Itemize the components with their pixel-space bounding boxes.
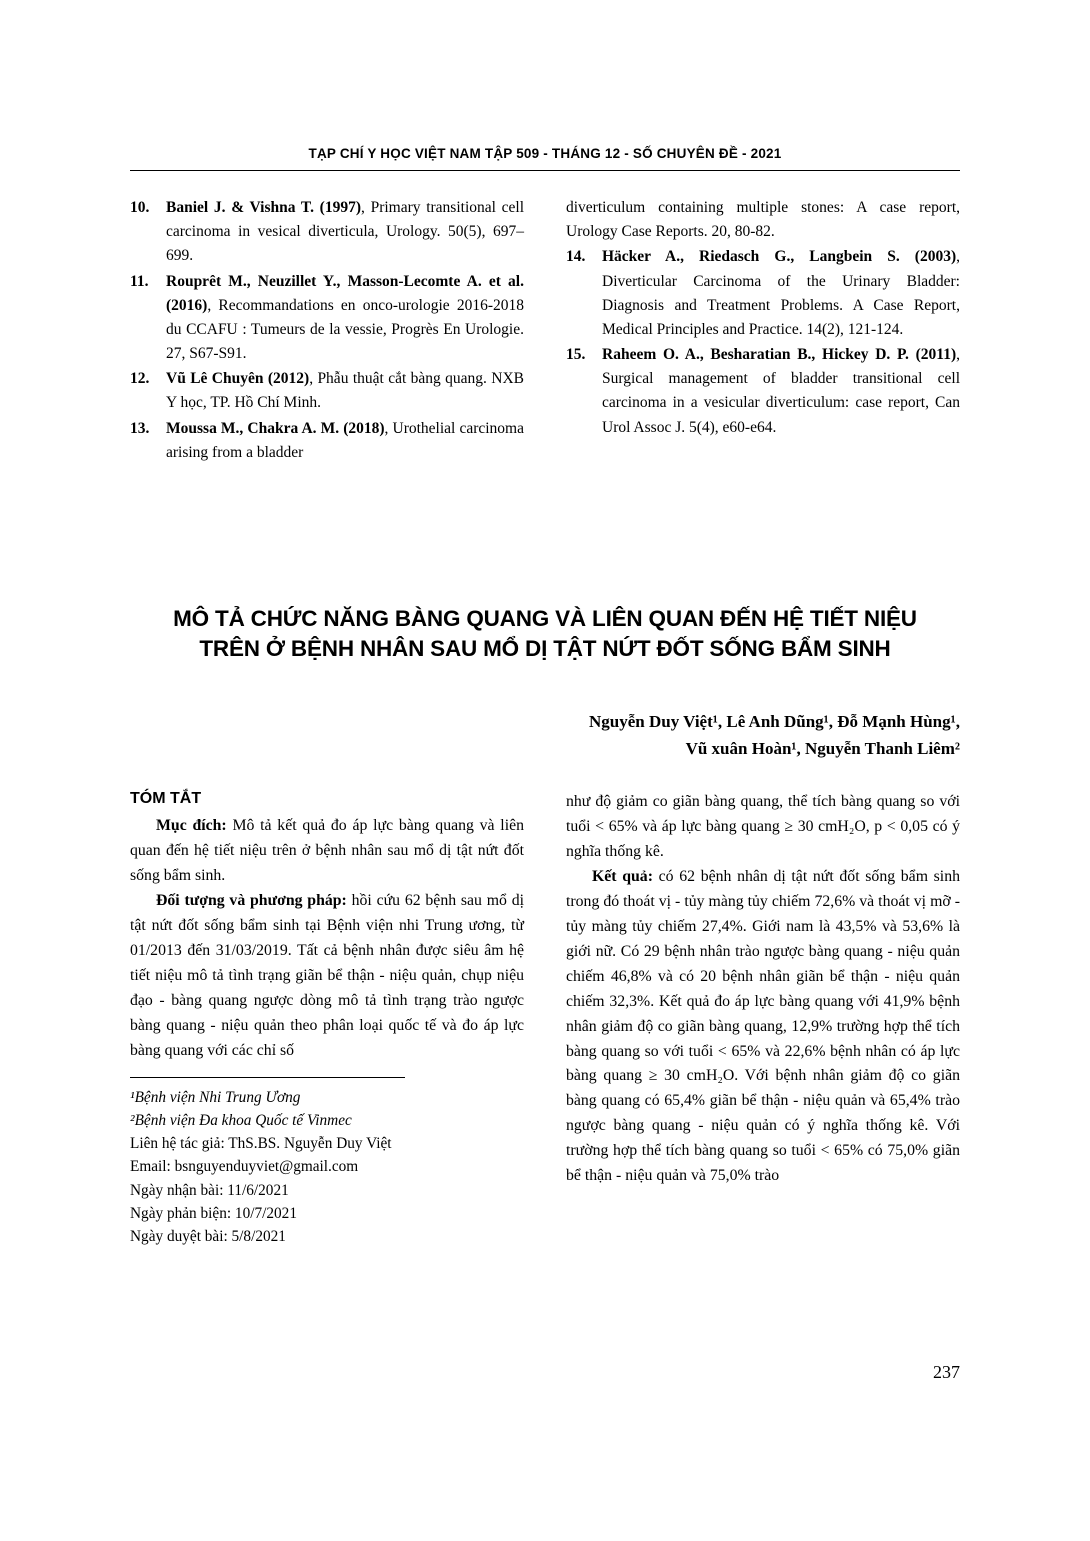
author-line-2: Vũ xuân Hoàn¹, Nguyễn Thanh Liêm² bbox=[685, 739, 960, 759]
running-head: TẠP CHÍ Y HỌC VIỆT NAM TẬP 509 - THÁNG 12 - SỐ CHUYÊN ĐỀ - 2021 bbox=[308, 146, 782, 161]
abstract-paragraph-text: Mô tả kết quả đo áp lực bàng quang và liên quan đến hệ tiết niệu trên ở bệnh nhân sau mổ dị tật nứt đốt sống bẩm sinh. bbox=[130, 817, 524, 884]
references-section bbox=[130, 196, 960, 466]
abstract-paragraph-lead: Mục đích: bbox=[156, 817, 227, 834]
footnote-affiliation-1: ¹Bệnh viện Nhi Trung Ương bbox=[130, 1088, 301, 1106]
reference-list-right bbox=[566, 196, 960, 440]
abstract-paragraph-text: hồi cứu 62 bệnh sau mổ dị tật nứt đốt sống bẩm sinh tại Bệnh viện nhi Trung ương, từ 01/2013 đến 31/03/2019. Tất cả bệnh nhân được siêu âm hệ tiết niệu mô tả tình trạng giãn bể thận - niệu quản, chụp niệu đạo - bàng quang ngược dòng mô tả tình trạng trào ngược bàng quang - niệu quản theo phân loại quốc tế và đo áp lực bàng quang với các chỉ số bbox=[130, 891, 524, 1059]
article-title-line-2: TRÊN Ở BỆNH NHÂN SAU MỔ DỊ TẬT NỨT ĐỐT SỐNG BẨM SINH bbox=[199, 636, 891, 662]
abstract-paragraph bbox=[130, 814, 524, 889]
reference-item bbox=[130, 417, 524, 465]
reference-item bbox=[566, 245, 960, 342]
reference-authors: Vũ Lê Chuyên (2012) bbox=[166, 370, 310, 388]
abstract-paragraph-lead: Kết quả: bbox=[592, 867, 653, 885]
abstract-paragraph-lead: Đối tượng và phương pháp: bbox=[156, 891, 347, 909]
reference-text: , Phẫu thuật cắt bàng quang. NXB Y học, TP. Hồ Chí Minh. bbox=[166, 370, 525, 412]
reference-authors: Moussa M., Chakra A. M. (2018) bbox=[166, 419, 385, 437]
reference-number: 12. bbox=[130, 370, 150, 388]
footnote-received-date: Ngày nhận bài: 11/6/2021 bbox=[130, 1181, 289, 1199]
author-list bbox=[130, 708, 960, 762]
abstract-paragraph-text: có 62 bệnh nhân dị tật nứt đốt sống bẩm sinh trong đó thoát vị - tủy màng tủy chiếm 72,6% và thoát vị mỡ - tủy màng tủy chiếm 27,4%. Giới nam là 43,5% và 53,6% là giới nữ. Có 29 bệnh nhân trào ngược bàng quang - niệu quản chiếm 46,8% và có 20 bệnh nhân giãn bể thận - niệu quản chiếm 32,3%. Kết quả đo áp lực bàng quang với 41,9% bệnh nhân giảm độ co giãn bàng quang, 12,9% trường hợp thể tích bàng quang so với tuổi < 65% và 22,6% bệnh nhân có áp lực bàng quang ≥ 30 cmH₂O. Với bệnh nhân giảm độ co giãn bàng quang có 65,4% giãn bể thận - niệu quản và 65,4% trào ngược bàng quang - niệu quản có ý nghĩa thống kê. Với trường hợp thể tích bàng quang so tuổi < 65% có 75,0% giãn bể thận - niệu quản và 75,0% trào bbox=[566, 867, 960, 1185]
reference-number: 15. bbox=[566, 346, 586, 364]
references-right-column bbox=[566, 196, 960, 466]
header-divider bbox=[130, 170, 960, 171]
abstract-paragraph bbox=[566, 865, 960, 1189]
abstract-paragraph bbox=[130, 889, 524, 1064]
reference-text: , Surgical management of bladder transitional cell carcinoma in a vesicular diverticulum: case report, Can Urol Assoc J. 5(4), e60-e64. bbox=[602, 346, 960, 436]
reference-authors: Häcker A., Riedasch G., Langbein S. (2003) bbox=[602, 248, 957, 266]
abstract-left-column bbox=[130, 790, 524, 1248]
page-title bbox=[130, 604, 960, 665]
abstract-paragraph-continuation bbox=[566, 790, 960, 865]
abstract-heading: TÓM TẮT bbox=[130, 790, 202, 807]
footnote-accepted-date: Ngày duyệt bài: 5/8/2021 bbox=[130, 1228, 286, 1246]
article-title-line-1: MÔ TẢ CHỨC NĂNG BÀNG QUANG VÀ LIÊN QUAN ĐẾN HỆ TIẾT NIỆU bbox=[173, 606, 917, 631]
reference-item-continuation bbox=[566, 196, 960, 244]
footnote-divider bbox=[130, 1077, 405, 1078]
reference-item bbox=[566, 343, 960, 440]
reference-text: diverticulum containing multiple stones: A case report, Urology Case Reports. 20, 80-82. bbox=[566, 199, 960, 241]
reference-number: 13. bbox=[130, 419, 150, 437]
reference-list-left bbox=[130, 196, 524, 465]
abstract-section bbox=[130, 790, 960, 1248]
reference-authors: Raheem O. A., Besharatian B., Hickey D. P. (2011) bbox=[602, 346, 957, 364]
author-line-1: Nguyễn Duy Việt¹, Lê Anh Dũng¹, Đỗ Mạnh Hùng¹, bbox=[589, 712, 960, 731]
footnote-review-date: Ngày phản biện: 10/7/2021 bbox=[130, 1204, 297, 1222]
footnote-email: Email: bsnguyenduyviet@gmail.com bbox=[130, 1158, 359, 1176]
reference-text: , Diverticular Carcinoma of the Urinary Bladder: Diagnosis and Treatment Problems. A Case Report, Medical Principles and Practice. 14(2), 121-124. bbox=[602, 248, 960, 338]
footnote-contact: Liên hệ tác giả: ThS.BS. Nguyễn Duy Việt bbox=[130, 1135, 392, 1153]
reference-item bbox=[130, 367, 524, 415]
footnote-affiliation-2: ²Bệnh viện Đa khoa Quốc tế Vinmec bbox=[130, 1111, 352, 1129]
references-left-column bbox=[130, 196, 524, 466]
abstract-paragraph-text: như độ giảm co giãn bàng quang, thể tích bàng quang so với tuổi < 65% và áp lực bàng quang ≥ 30 cmH₂O, p < 0,05 có ý nghĩa thống kê. bbox=[566, 793, 960, 860]
reference-item bbox=[130, 270, 524, 367]
reference-authors: Baniel J. & Vishna T. (1997) bbox=[166, 199, 361, 216]
reference-authors: Rouprêt M., Neuzillet Y., Masson-Lecomte A. et al. (2016) bbox=[166, 272, 524, 314]
reference-number: 10. bbox=[130, 199, 150, 216]
reference-text: , Urothelial carcinoma arising from a bladder bbox=[166, 419, 524, 461]
footnote-block bbox=[130, 1086, 524, 1249]
abstract-right-column bbox=[566, 790, 960, 1248]
reference-text: , Recommandations en onco-urologie 2016-2018 du CCAFU : Tumeurs de la vessie, Progrès En Urologie. 27, S67-S91. bbox=[166, 296, 524, 363]
reference-text: , Primary transitional cell carcinoma in vesical diverticula, Urology. 50(5), 697–699. bbox=[166, 199, 525, 265]
page-number: 237 bbox=[933, 1362, 960, 1382]
reference-number: 11. bbox=[130, 272, 149, 290]
reference-item bbox=[130, 196, 524, 269]
reference-number: 14. bbox=[566, 248, 586, 266]
